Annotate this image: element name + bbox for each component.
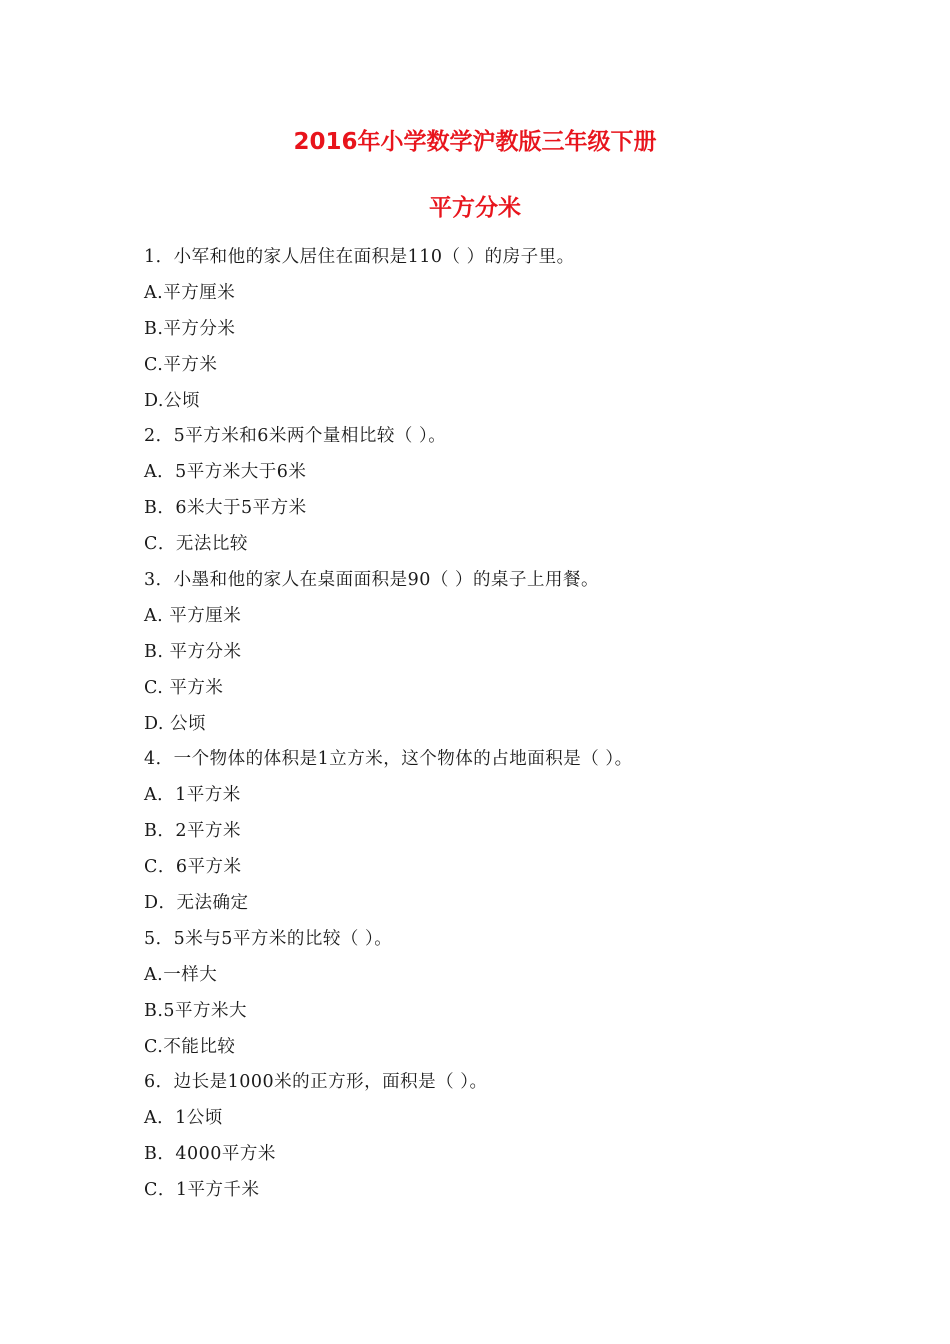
document-title: 2016年小学数学沪教版三年级下册 [293, 129, 657, 155]
question-3-option-b: B. 平方分米 [144, 641, 242, 662]
question-5-option-c: C.不能比较 [144, 1036, 236, 1057]
question-3-option-a: A. 平方厘米 [144, 605, 242, 626]
question-2-stem: 2．5平方米和6米两个量相比较（ ）。 [144, 426, 447, 447]
question-2-option-a: A．5平方米大于6米 [144, 462, 307, 483]
question-2-option-c: C．无法比较 [144, 534, 248, 555]
question-list [144, 240, 844, 1209]
question-4-option-c: C．6平方米 [144, 857, 242, 878]
question-6-option-a: A．1公顷 [144, 1108, 223, 1129]
question-4-option-d: D．无法确定 [144, 893, 249, 914]
question-3-option-d: D. 公顷 [144, 713, 207, 734]
question-3-option-c: C. 平方米 [144, 677, 224, 698]
document-subtitle: 平方分米 [429, 195, 521, 221]
question-6-option-c: C．1平方千米 [144, 1180, 260, 1201]
question-2-option-b: B．6米大于5平方米 [144, 498, 307, 519]
question-6-option-b: B．4000平方米 [144, 1144, 276, 1165]
question-1-option-d: D.公顷 [144, 390, 200, 411]
question-5-option-a: A.一样大 [144, 964, 218, 985]
question-1-option-a: A.平方厘米 [144, 282, 236, 303]
question-4-option-b: B．2平方米 [144, 821, 241, 842]
question-4-stem: 4．一个物体的体积是1立方米，这个物体的占地面积是（ ）。 [144, 749, 633, 770]
question-1-option-c: C.平方米 [144, 354, 218, 375]
question-5-option-b: B.5平方米大 [144, 1000, 248, 1021]
question-1-stem: 1．小军和他的家人居住在面积是110（ ）的房子里。 [144, 247, 575, 267]
question-1-option-b: B.平方分米 [144, 318, 236, 339]
question-6-stem: 6．边长是1000米的正方形，面积是（ ）。 [144, 1072, 488, 1093]
question-5-stem: 5．5米与5平方米的比较（ ）。 [144, 928, 393, 949]
question-4-option-a: A．1平方米 [144, 785, 241, 806]
question-3-stem: 3．小墨和他的家人在桌面面积是90（ ）的桌子上用餐。 [144, 570, 599, 591]
